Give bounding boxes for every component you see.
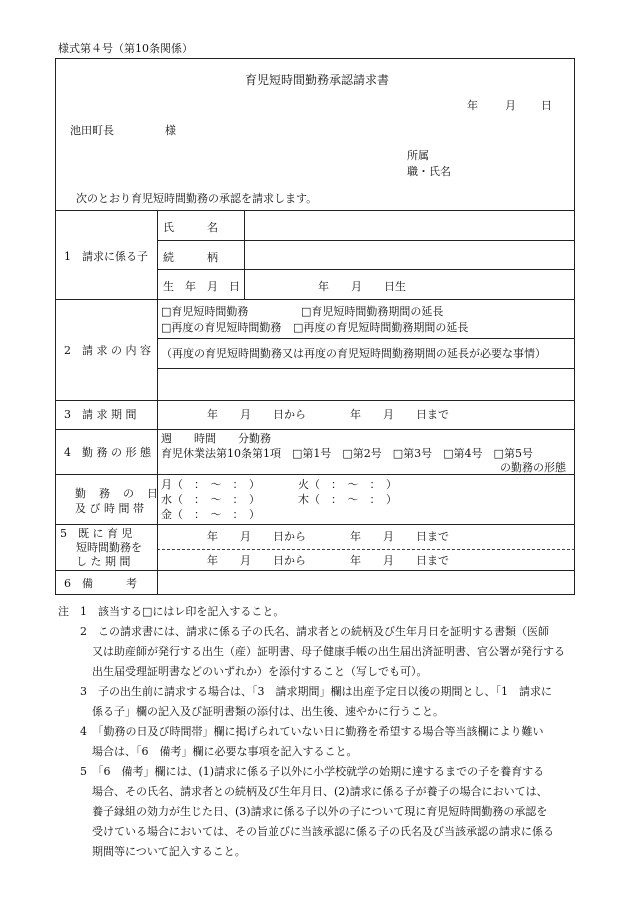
prior-period-2[interactable]: 年 月 日から 年 月 日まで <box>207 554 449 567</box>
prior-period-label-1: 5 既 に 育 児 <box>60 527 133 540</box>
note-3-line-1: 3 子の出生前に請求する場合は、「3 請求期間」欄は出産予定日以後の期間とし、「1 請求に <box>80 685 552 698</box>
note-4-line-2: 場合は、「6 備考」欄に必要な事項を記入すること。 <box>92 745 358 758</box>
child-birth-value: 年 月 日生 <box>318 280 406 293</box>
option-repeat-extension[interactable]: □再度の育児短時間勤務期間の延長 <box>293 321 469 334</box>
weekly-hours[interactable]: 週 時間 分勤務 <box>161 432 271 445</box>
option-repeat-short-time[interactable]: □再度の育児短時間勤務 <box>161 321 282 334</box>
addressee-honorific: 様 <box>165 124 176 137</box>
form-title: 育児短時間勤務承認請求書 <box>245 73 390 87</box>
request-content-label: 2 請 求 の 内 容 <box>64 344 151 357</box>
prior-period-label-2: 短時間勤務を <box>76 541 142 554</box>
note-3-line-2: 係る子」欄の記入及び証明書類の添付は、出生後、速やかに行うこと。 <box>92 705 444 718</box>
remarks-label: 6 備 考 <box>64 577 137 590</box>
work-days-label: 勤 務 の 日 <box>75 487 159 500</box>
request-period-value[interactable]: 年 月 日から 年 月 日まで <box>207 408 449 421</box>
note-4-line-1: 4 「勤務の日及び時間帯」欄に掲げられていない日に勤務を希望する場合等当該欄により難い <box>80 725 544 738</box>
wednesday-hours[interactable]: 水（ ： 〜 ： ） <box>161 493 260 506</box>
work-hours-label: 及 び 時 間 帯 <box>75 502 144 515</box>
note-1: 注 1 該当する□にはレ印を記入すること。 <box>58 605 285 618</box>
work-form-suffix: の勤務の形態 <box>500 461 566 474</box>
reason-field[interactable] <box>158 369 574 399</box>
reason-label: （再度の育児短時間勤務又は再度の育児短時間勤務期間の延長が必要な事情） <box>161 347 546 360</box>
prior-period-1[interactable]: 年 月 日から 年 月 日まで <box>207 530 449 543</box>
act-article-options[interactable]: 育児休業法第10条第1項 □第1号 □第2号 □第3号 □第4号 □第5号 <box>161 447 533 460</box>
child-section-label: 1 請求に係る子 <box>64 250 148 263</box>
note-5-line-4: 受けている場合においては、その旨並びに当該承認に係る子の氏名及び当該承認の請求に係る <box>92 825 554 838</box>
friday-hours[interactable]: 金（ ： 〜 ： ） <box>161 508 260 521</box>
addressee-name: 池田町長 <box>70 124 114 137</box>
tuesday-hours[interactable]: 火（ ： 〜 ： ） <box>298 478 397 491</box>
position-name-label: 職・氏名 <box>407 165 451 178</box>
thursday-hours[interactable]: 木（ ： 〜 ： ） <box>298 493 397 506</box>
child-relation-label: 続 柄 <box>163 251 218 264</box>
prior-period-label-3: し た 期 間 <box>76 555 131 568</box>
child-name-label: 氏 名 <box>163 221 218 234</box>
note-5-line-3: 養子縁組の効力が生じた日、(3)請求に係る子以外の子について現に育児短時間勤務の承認を <box>92 805 548 818</box>
note-2-line-2: 又は助産師が発行する出生（産）証明書、母子健康手帳の出生届出済証明書、官公署が発行する <box>92 645 565 658</box>
date-year: 年 <box>467 99 478 112</box>
date-month: 月 <box>505 99 516 112</box>
option-extension[interactable]: □育児短時間勤務期間の延長 <box>301 305 444 318</box>
work-form-label: 4 勤 務 の 形 態 <box>64 446 151 459</box>
child-birth-label: 生 年 月 日 <box>163 280 240 293</box>
note-5-line-2: 場合、その氏名、請求者との続柄及び生年月日、(2)請求に係る子が養子の場合においては、 <box>92 785 548 798</box>
intro-text: 次のとおり育児短時間勤務の承認を請求します。 <box>76 192 318 205</box>
request-period-label: 3 請 求 期 間 <box>64 408 137 421</box>
monday-hours[interactable]: 月（ ： 〜 ： ） <box>161 478 260 491</box>
note-2-line-3: 出生届受理証明書などのいずれか）を添付すること（写しでも可）。 <box>92 665 428 678</box>
note-5-line-1: 5 「6 備考」欄には、(1)請求に係る子以外に小学校就学の始期に達するまでの子を養育する <box>80 765 545 778</box>
note-5-line-5: 期間等について記入すること。 <box>92 845 246 858</box>
note-2-line-1: 2 この請求書には、請求に係る子の氏名、請求者との続柄及び生年月日を証明する書類（医師 <box>80 625 549 638</box>
form-id: 様式第４号（第10条関係） <box>58 42 193 55</box>
remarks-field[interactable] <box>158 571 574 594</box>
affiliation-label: 所属 <box>407 149 429 162</box>
date-day: 日 <box>541 99 552 112</box>
option-short-time-work[interactable]: □育児短時間勤務 <box>161 305 249 318</box>
